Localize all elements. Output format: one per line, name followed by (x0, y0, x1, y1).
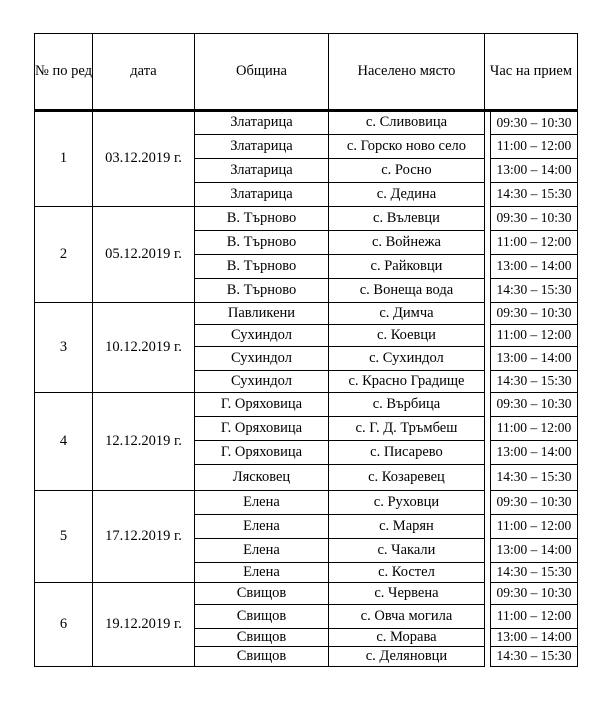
time-cell: 13:00 – 14:00 (490, 441, 577, 465)
time-cell: 13:00 – 14:00 (490, 539, 577, 563)
municipality-cell: Лясковец (194, 465, 328, 491)
schedule-body (35, 111, 578, 667)
municipality-cell: В. Търново (194, 231, 328, 255)
time-cell: 09:30 – 10:30 (490, 303, 577, 325)
row-number: 2 (35, 207, 93, 303)
table-row (35, 111, 578, 135)
time-cell: 14:30 – 15:30 (490, 465, 577, 491)
settlement-cell: с. Сливовица (328, 111, 484, 135)
settlement-cell: с. Овча могила (328, 605, 484, 629)
settlement-cell: с. Чакали (328, 539, 484, 563)
time-cell: 13:00 – 14:00 (490, 629, 577, 647)
municipality-cell: Свищов (194, 605, 328, 629)
time-cell: 11:00 – 12:00 (490, 515, 577, 539)
settlement-cell: с. Дедина (328, 183, 484, 207)
municipality-cell: Г. Оряховица (194, 417, 328, 441)
time-cell: 14:30 – 15:30 (490, 563, 577, 583)
settlement-cell: с. Писарево (328, 441, 484, 465)
time-cell: 09:30 – 10:30 (490, 491, 577, 515)
time-cell: 09:30 – 10:30 (490, 207, 577, 231)
table-row (35, 207, 578, 231)
settlement-cell: с. Г. Д. Тръмбеш (328, 417, 484, 441)
settlement-cell: с. Руховци (328, 491, 484, 515)
municipality-cell: Златарица (194, 111, 328, 135)
municipality-cell: В. Търново (194, 279, 328, 303)
municipality-cell: Златарица (194, 159, 328, 183)
time-cell: 11:00 – 12:00 (490, 135, 577, 159)
time-cell: 13:00 – 14:00 (490, 255, 577, 279)
visit-date: 19.12.2019 г. (92, 583, 194, 667)
settlement-cell: с. Горско ново село (328, 135, 484, 159)
municipality-cell: Сухиндол (194, 325, 328, 347)
time-cell: 09:30 – 10:30 (490, 111, 577, 135)
settlement-cell: с. Морава (328, 629, 484, 647)
settlement-cell: с. Деляновци (328, 647, 484, 667)
municipality-cell: Елена (194, 491, 328, 515)
settlement-cell: с. Върбица (328, 393, 484, 417)
time-cell: 11:00 – 12:00 (490, 605, 577, 629)
municipality-cell: Елена (194, 563, 328, 583)
time-cell: 09:30 – 10:30 (490, 393, 577, 417)
settlement-cell: с. Красно Градище (328, 371, 484, 393)
time-cell: 11:00 – 12:00 (490, 325, 577, 347)
row-number: 6 (35, 583, 93, 667)
municipality-cell: Сухиндол (194, 347, 328, 371)
visit-date: 12.12.2019 г. (92, 393, 194, 491)
municipality-cell: Елена (194, 515, 328, 539)
municipality-cell: Елена (194, 539, 328, 563)
table-row (35, 393, 578, 417)
header-municipality: Община (194, 34, 328, 111)
settlement-cell: с. Вълевци (328, 207, 484, 231)
header-settlement: Населено място (328, 34, 484, 111)
settlement-cell: с. Костел (328, 563, 484, 583)
settlement-cell: с. Сухиндол (328, 347, 484, 371)
visit-date: 17.12.2019 г. (92, 491, 194, 583)
header-time: Час на прием (484, 34, 577, 111)
row-number: 4 (35, 393, 93, 491)
visit-date: 05.12.2019 г. (92, 207, 194, 303)
municipality-cell: Г. Оряховица (194, 441, 328, 465)
municipality-cell: Сухиндол (194, 371, 328, 393)
time-cell: 09:30 – 10:30 (490, 583, 577, 605)
municipality-cell: Златарица (194, 183, 328, 207)
municipality-cell: В. Търново (194, 255, 328, 279)
time-cell: 14:30 – 15:30 (490, 183, 577, 207)
settlement-cell: с. Червена (328, 583, 484, 605)
settlement-cell: с. Димча (328, 303, 484, 325)
municipality-cell: Свищов (194, 647, 328, 667)
settlement-cell: с. Марян (328, 515, 484, 539)
municipality-cell: В. Търново (194, 207, 328, 231)
visit-date: 10.12.2019 г. (92, 303, 194, 393)
schedule-table (34, 33, 578, 667)
time-cell: 11:00 – 12:00 (490, 417, 577, 441)
table-row (35, 303, 578, 325)
settlement-cell: с. Райковци (328, 255, 484, 279)
settlement-cell: с. Коевци (328, 325, 484, 347)
row-number: 5 (35, 491, 93, 583)
header-row (35, 34, 578, 111)
municipality-cell: Свищов (194, 583, 328, 605)
time-cell: 14:30 – 15:30 (490, 371, 577, 393)
row-number: 1 (35, 111, 93, 207)
time-cell: 14:30 – 15:30 (490, 279, 577, 303)
time-cell: 11:00 – 12:00 (490, 231, 577, 255)
municipality-cell: Павликени (194, 303, 328, 325)
header-number: № по ред (35, 34, 93, 111)
settlement-cell: с. Вонеща вода (328, 279, 484, 303)
settlement-cell: с. Росно (328, 159, 484, 183)
time-cell: 14:30 – 15:30 (490, 647, 577, 667)
table-row (35, 583, 578, 605)
municipality-cell: Златарица (194, 135, 328, 159)
visit-date: 03.12.2019 г. (92, 111, 194, 207)
table-row (35, 491, 578, 515)
municipality-cell: Г. Оряховица (194, 393, 328, 417)
time-cell: 13:00 – 14:00 (490, 347, 577, 371)
header-date: дата (92, 34, 194, 111)
municipality-cell: Свищов (194, 629, 328, 647)
settlement-cell: с. Войнежа (328, 231, 484, 255)
settlement-cell: с. Козаревец (328, 465, 484, 491)
row-number: 3 (35, 303, 93, 393)
time-cell: 13:00 – 14:00 (490, 159, 577, 183)
